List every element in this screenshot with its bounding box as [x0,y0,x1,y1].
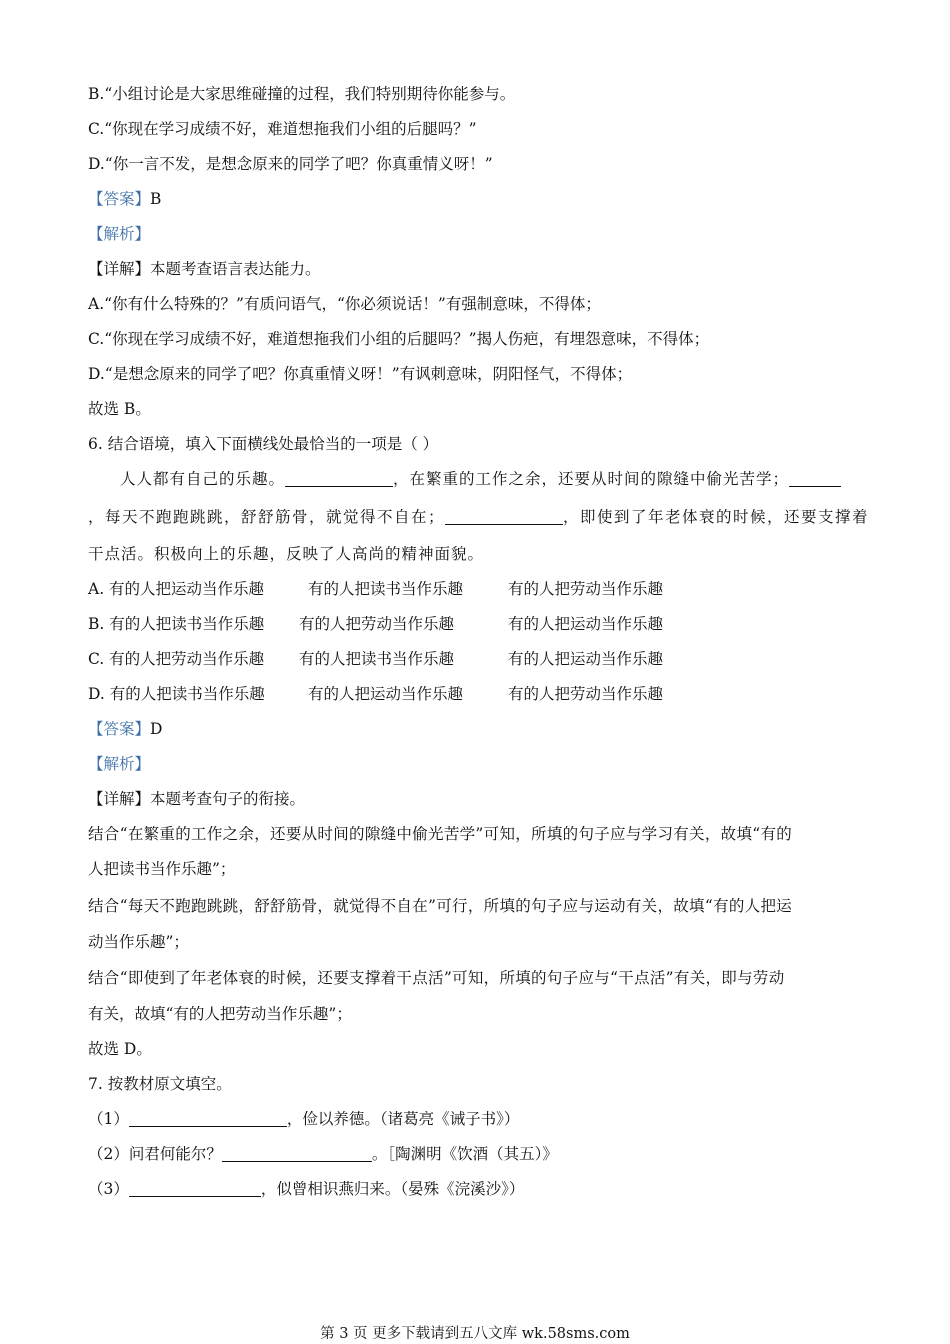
q6-answer [88,717,162,739]
option-part: 有的人把劳动当作乐趣 [508,685,664,703]
blank-line [129,1111,287,1128]
q6-detail-line1: 结合“在繁重的工作之余，还要从时间的隙缝中偷光苦学”可知，所填的句子应与学习有关，故填“有的 [88,825,793,843]
item-text: 问君何能尔？ [128,1145,222,1163]
q5-detail [88,257,321,279]
option-part: D. 有的人把读书当作乐趣 [88,685,265,703]
option-part: 有的人把运动当作乐趣 [508,650,664,668]
q6-stem: 6. 结合语境，填入下面横线处最恰当的一项是（ ） [88,435,439,453]
q5-conclusion: 故选 B。 [88,400,151,418]
item-number: （3） [88,1180,129,1198]
blank-line [285,471,393,488]
detail-label: 【详解】 [88,790,151,808]
detail-label: 【详解】 [88,260,151,278]
q6-conclusion: 故选 D。 [88,1040,152,1058]
option-part: A. 有的人把运动当作乐趣 [88,580,265,598]
item-number: （1） [88,1110,129,1128]
q7-item-3 [88,1177,524,1199]
answer-value: B [150,190,162,208]
answer-label: 【答案】 [88,190,151,208]
passage-text: ，每天不跑跑跳跳，舒舒筋骨，就觉得不自在； [88,508,446,526]
q6-detail [88,787,305,809]
q6-detail-line4: 动当作乐趣”； [88,933,189,951]
q5-option-c: C.“你现在学习成绩不好，难道想拖我们小组的后腿吗？” [88,120,477,138]
q6-detail-line6: 有关，故填“有的人把劳动当作乐趣”； [88,1005,352,1023]
option-part: 有的人把劳动当作乐趣 [299,615,455,633]
q6-option-c [88,647,663,669]
option-part: 有的人把读书当作乐趣 [308,580,464,598]
q5-detail-a: A.“你有什么特殊的？”有质问语气，“你必须说话！”有强制意味，不得体； [88,295,601,313]
blank-line [129,1181,261,1198]
q6-detail-line2: 人把读书当作乐趣”； [88,860,236,878]
q5-option-d: D.“你一言不发，是想念原来的同学了吧？你真重情义呀！” [88,155,493,173]
passage-text: ，即使到了年老体衰的时候，还要支撑着 [563,508,870,526]
q6-option-a [88,577,663,599]
passage-text: ，在繁重的工作之余，还要从时间的隙缝中偷光苦学； [393,470,790,488]
blank-line [789,471,841,488]
detail-text: 本题考查句子的衔接。 [150,790,306,808]
detail-text: 本题考查语言表达能力。 [150,260,321,278]
option-part: B. 有的人把读书当作乐趣 [88,615,265,633]
q7-stem: 7. 按教材原文填空。 [88,1075,232,1093]
item-number: （2） [88,1145,129,1163]
q6-option-b [88,612,663,634]
option-part: 有的人把读书当作乐趣 [299,650,455,668]
q5-detail-c: C.“你现在学习成绩不好，难道想拖我们小组的后腿吗？”揭人伤疤，有埋怨意味，不得体； [88,330,710,348]
q5-answer [88,187,161,209]
answer-label: 【答案】 [88,720,151,738]
q6-passage-line1 [120,467,841,489]
q6-passage-line3: 干点活。积极向上的乐趣，反映了人高尚的精神面貌。 [88,545,485,563]
q6-analysis-label: 【解析】 [88,755,151,773]
option-part: 有的人把运动当作乐趣 [508,615,664,633]
q5-analysis-label: 【解析】 [88,225,151,243]
q6-detail-line3: 结合“每天不跑跑跳跳，舒舒筋骨，就觉得不自在”可行，所填的句子应与运动有关，故填“有的人把运 [88,897,793,915]
answer-value: D [150,720,163,738]
q5-detail-d: D.“是想念原来的同学了吧？你真重情义呀！”有讽刺意味，阴阳怪气，不得体； [88,365,633,383]
page-footer: 第 3 页 更多下载请到五八文库 wk.58sms.com [320,1326,630,1342]
option-part: 有的人把劳动当作乐趣 [508,580,664,598]
item-text: ，俭以养德。（诸葛亮《诫子书》） [286,1110,520,1128]
option-part: C. 有的人把劳动当作乐趣 [88,650,265,668]
blank-line [445,509,563,526]
q6-passage-line2 [88,505,869,527]
option-part: 有的人把运动当作乐趣 [308,685,464,703]
q7-item-2 [88,1142,558,1164]
passage-text: 人人都有自己的乐趣。 [120,470,286,488]
q6-option-d [88,682,663,704]
item-text: 。［陶渊明《饮酒（其五）》 [371,1145,558,1163]
q6-detail-line5: 结合“即使到了年老体衰的时候，还要支撑着干点活”可知，所填的句子应与“干点活”有关，即与劳动 [88,969,785,987]
q5-option-b: B.“小组讨论是大家思维碰撞的过程，我们特别期待你能参与。 [88,85,516,103]
q7-item-1 [88,1107,519,1129]
item-text: ，似曾相识燕归来。（晏殊《浣溪沙》） [260,1180,525,1198]
blank-line [222,1146,372,1163]
